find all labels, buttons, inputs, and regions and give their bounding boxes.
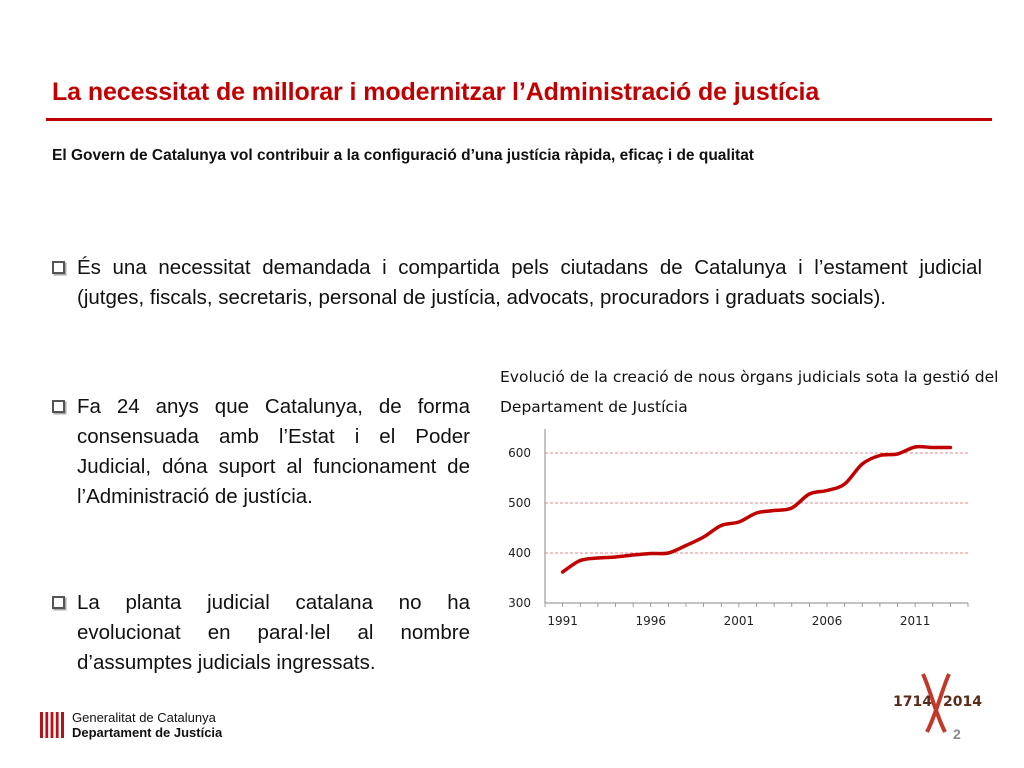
slide-subtitle: El Govern de Catalunya vol contribuir a la configuració d’una justícia ràpida, eficaç i de qualitat	[52, 147, 754, 164]
bullet-text: La planta judicial catalana no ha evolucionat en paral·lel al nombre d’assumptes judicials ingressats.	[77, 591, 470, 674]
badge-right-year: 2014	[943, 694, 982, 710]
bullet-item	[52, 588, 470, 678]
line-chart	[490, 425, 990, 640]
generalitat-logo	[40, 710, 222, 740]
slide-title: La necessitat de millorar i modernitzar l’Administració de justícia	[52, 78, 820, 106]
x-tick-label: 2011	[899, 614, 931, 628]
x-tick-label: 2001	[723, 614, 755, 628]
x-tick-label: 1996	[635, 614, 667, 628]
senyera-shield-icon	[40, 712, 64, 738]
checkbox-bullet-icon	[52, 596, 65, 609]
chart-title: Evolució de la creació de nous òrgans judicials sota la gestió del Departament de Justícia	[500, 368, 999, 416]
x-tick-label: 2006	[811, 614, 843, 628]
bullet-text: És una necessitat demandada i compartida pels ciutadans de Catalunya i l’estament judicial (jutges, fiscals, secretaris, personal de justícia, advocats, procuradors i graduats socials).	[77, 256, 982, 309]
y-tick-label: 600	[508, 446, 531, 460]
bullet-item	[52, 392, 470, 512]
x-tick-label: 1991	[547, 614, 578, 628]
title-divider	[46, 118, 992, 121]
y-tick-label: 500	[508, 496, 531, 510]
y-tick-label: 300	[508, 596, 531, 610]
bullet-text: Fa 24 anys que Catalunya, de forma consensuada amb l’Estat i el Poder Judicial, dóna suport al funcionament de l’Administració de justícia.	[77, 395, 470, 508]
department-name: Departament de Justícia	[72, 725, 223, 740]
y-tick-label: 400	[508, 546, 531, 560]
bullet-item	[52, 253, 982, 313]
page-number: 2	[953, 726, 961, 742]
tricentenary-logo	[893, 672, 983, 734]
checkbox-bullet-icon	[52, 261, 65, 274]
badge-left-year: 1714	[893, 694, 932, 710]
checkbox-bullet-icon	[52, 400, 65, 413]
org-name: Generalitat de Catalunya	[72, 710, 216, 725]
